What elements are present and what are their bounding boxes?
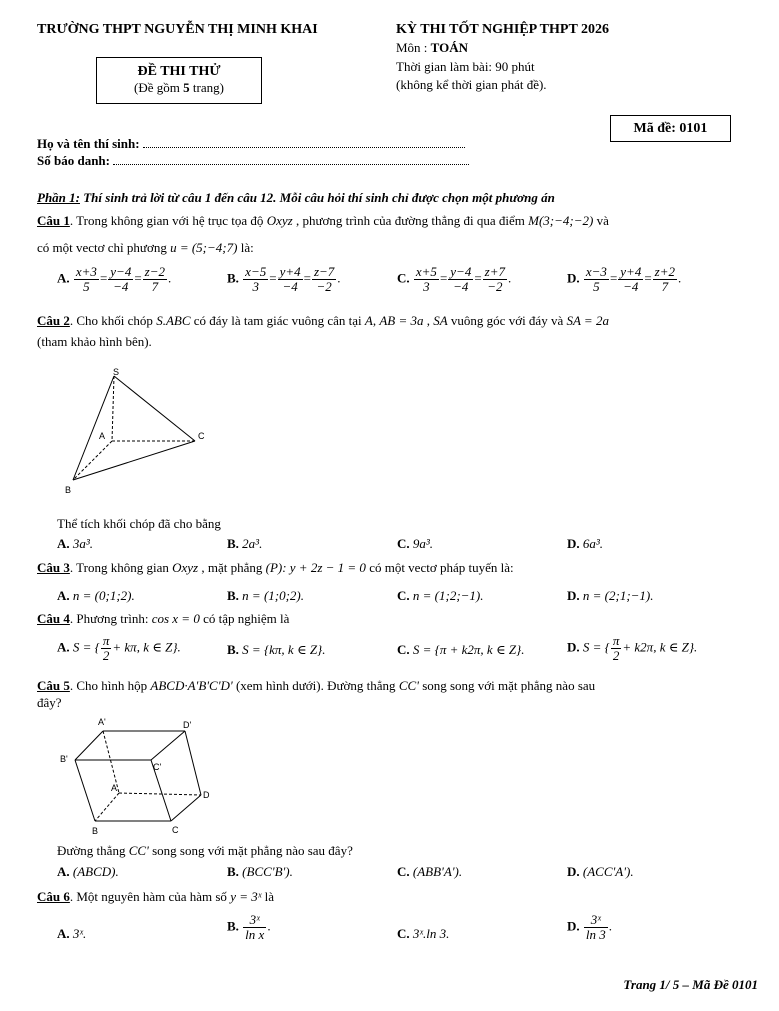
q1-option-a[interactable]: A. $\frac{x+3}{5}$ = $\frac{y-4}{-4}$ = $\frac{z-2}{7}$ .: [57, 264, 172, 294]
question-1: Câu 1. Trong không gian với hệ trục tọa độ Oxyz , phương trình của đường thẳng đi qua điểm M(3;−4;−2) và: [37, 213, 609, 228]
q1-option-d[interactable]: D. $\frac{x-3}{5}$ = $\frac{y+4}{-4}$ = $\frac{z+2}{7}$ .: [567, 264, 682, 294]
name-label: Họ và tên thí sinh:: [37, 136, 143, 151]
question-2-stem: Thể tích khối chóp đã cho bằng: [57, 516, 221, 531]
student-id-field[interactable]: [37, 153, 469, 169]
edge-d1d: [185, 731, 201, 795]
subject-line: [396, 40, 468, 56]
q2-option-c[interactable]: C. 9a³.: [397, 536, 434, 551]
label-b1: B': [60, 754, 68, 764]
q5-option-d[interactable]: D. (ACC'A').: [567, 864, 634, 879]
q3-option-a[interactable]: A. n = (0;1;2).: [57, 588, 135, 603]
q1-option-b[interactable]: B. $\frac{x-5}{3}$ = $\frac{y+4}{-4}$ = $\frac{z-7}{-2}$ .: [227, 264, 341, 294]
box-figure: [55, 713, 225, 841]
doc-type: ĐỀ THI THỬ: [137, 64, 221, 79]
label-a1: A': [98, 717, 106, 727]
q5-option-c[interactable]: C. (ABB'A').: [397, 864, 463, 879]
label-d1: D': [183, 720, 192, 730]
id-label: Số báo danh:: [37, 153, 114, 168]
part1-heading: Phần 1: Thí sinh trả lời từ câu 1 đến câu 12. Mỗi câu hỏi thí sinh chỉ được chọn một phương án: [37, 190, 555, 205]
pyramid-figure: [55, 362, 225, 502]
page-count: (Đề gồm 5 trang): [134, 80, 224, 95]
q2-option-b[interactable]: B. 2a³.: [227, 536, 263, 551]
q2-option-d[interactable]: D. 6a³.: [567, 536, 604, 551]
edge-a1b1: [75, 731, 103, 760]
q2-option-a[interactable]: A. 3a³.: [57, 536, 94, 551]
edge-sa: [112, 376, 114, 441]
edge-sc: [114, 376, 195, 441]
edge-cd: [171, 795, 201, 821]
subject: TOÁN: [430, 40, 468, 55]
q4-option-d[interactable]: D. S = { $\frac{\pi}{2}$ + k2π, k ∈ Z}.: [567, 633, 698, 663]
page-footer: Trang 1/ 5 – Mã Đề 0101: [623, 977, 758, 992]
exam-time-note: (không kể thời gian phát đề).: [396, 77, 547, 92]
label-c: C: [172, 825, 179, 835]
exam-title: KỲ THI TỐT NGHIỆP THPT 2026: [396, 22, 610, 37]
question-2: Câu 2. Cho khối chóp S.ABC có đáy là tam giác vuông cân tại A, AB = 3a , SA vuông góc với đáy và SA = 2a: [37, 313, 609, 328]
label-c1: C': [153, 762, 162, 772]
q6-option-c[interactable]: C. 3ˣ.ln 3.: [397, 926, 450, 941]
edge-bc: [73, 441, 195, 480]
edge-ad: [119, 793, 201, 795]
label-b: B: [92, 826, 99, 836]
q6-option-d[interactable]: D. $\frac{\text{3ˣ}}{\ln 3}$ .: [567, 912, 613, 942]
question-1-line2: có một vectơ chỉ phương u = (5;−4;7) là:: [37, 240, 254, 255]
edge-sb: [73, 376, 114, 480]
exam-time: Thời gian làm bài: 90 phút: [396, 59, 535, 74]
q6-option-b[interactable]: B. $\frac{\text{3ˣ}}{\text{ln x}}$ .: [227, 912, 271, 942]
subject-label: Môn :: [396, 40, 431, 55]
question-6: Câu 6. Một nguyên hàm của hàm số y = 3ˣ là: [37, 889, 275, 904]
school-name: TRƯỜNG THPT NGUYỄN THỊ MINH KHAI: [37, 22, 318, 37]
doc-type-box: [96, 57, 262, 104]
q5-option-b[interactable]: B. (BCC'B').: [227, 864, 293, 879]
q4-option-c[interactable]: C. S = {π + k2π, k ∈ Z}.: [397, 642, 525, 657]
q4-option-a[interactable]: A. S = { $\frac{\pi}{2}$ + kπ, k ∈ Z}.: [57, 633, 181, 663]
q1-option-c[interactable]: C. $\frac{x+5}{3}$ = $\frac{y-4}{-4}$ = $\frac{z+7}{-2}$ .: [397, 264, 512, 294]
label-s: S: [113, 367, 120, 377]
label-a: A: [111, 783, 118, 793]
question-5: Câu 5. Cho hình hộp ABCD·A'B'C'D' (xem hình dưới). Đường thẳng CC' song song với mặt phẳng nào sau: [37, 678, 596, 693]
label-a: A: [99, 431, 106, 441]
question-5-line2: đây?: [37, 695, 62, 710]
label-c: C: [198, 431, 205, 441]
q3-option-d[interactable]: D. n = (2;1;−1).: [567, 588, 654, 603]
q3-option-c[interactable]: C. n = (1;2;−1).: [397, 588, 484, 603]
q6-option-a[interactable]: A. 3ˣ.: [57, 926, 87, 941]
q3-option-b[interactable]: B. n = (1;0;2).: [227, 588, 305, 603]
q5-option-a[interactable]: A. (ABCD).: [57, 864, 119, 879]
label-b: B: [65, 485, 72, 495]
question-2-line2: (tham khảo hình bên).: [37, 334, 152, 349]
question-4: Câu 4. Phương trình: cos x = 0 có tập nghiệm là: [37, 611, 290, 626]
exam-code: Mã đề: 0101: [610, 115, 731, 142]
question-5-stem: Đường thẳng CC' song song với mặt phẳng nào sau đây?: [57, 843, 353, 858]
q4-option-b[interactable]: B. S = {kπ, k ∈ Z}.: [227, 642, 326, 657]
edge-d1c1: [151, 731, 185, 760]
edge-b1b: [75, 760, 95, 821]
student-name-field[interactable]: [37, 136, 465, 152]
label-d: D: [203, 790, 210, 800]
question-3: Câu 3. Trong không gian Oxyz , mặt phẳng (P): y + 2z − 1 = 0 có một vectơ pháp tuyến là:: [37, 560, 514, 575]
edge-ab: [95, 793, 119, 821]
